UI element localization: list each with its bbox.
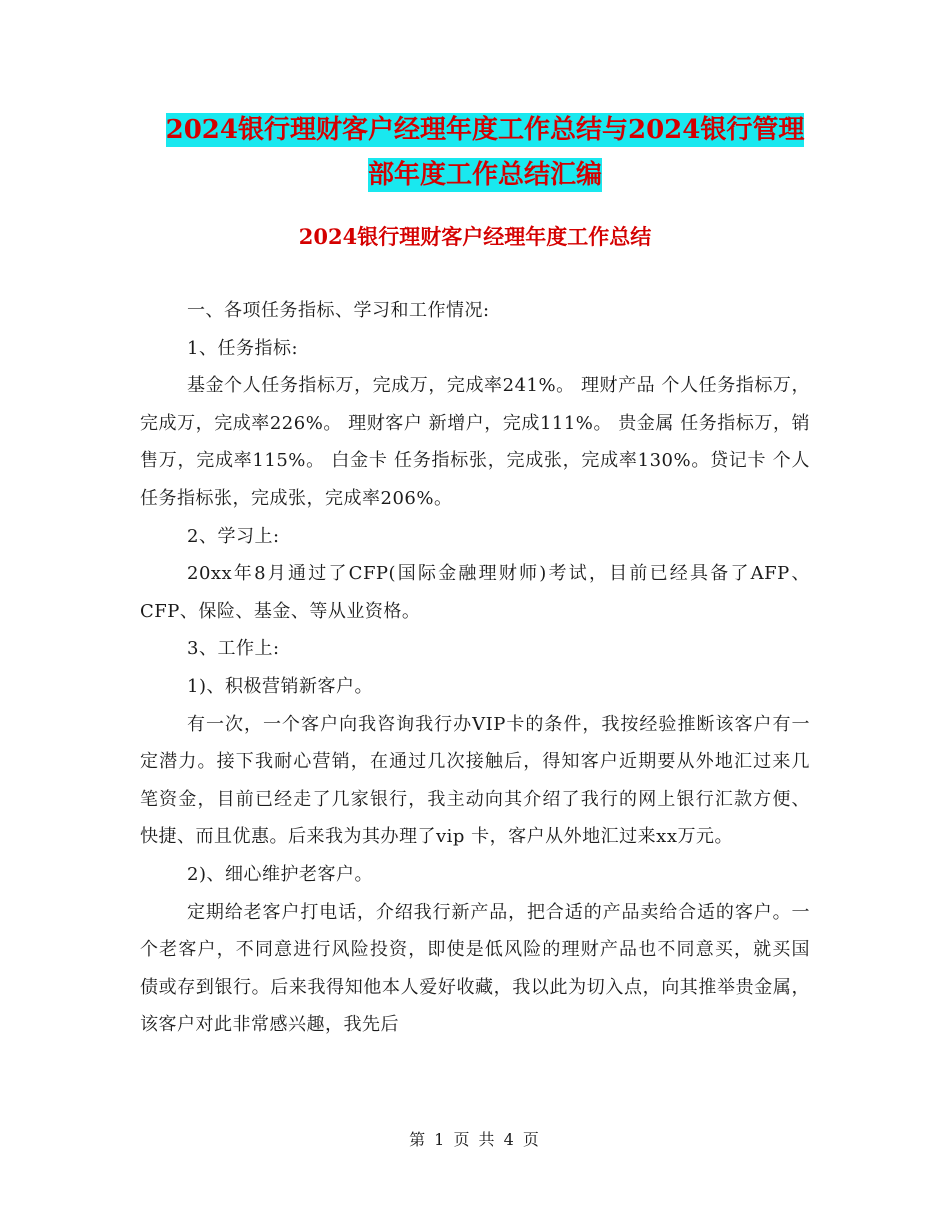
paragraph-subheading-study: 2、学习上: — [187, 525, 280, 547]
paragraph-subheading-new-clients: 1)、积极营销新客户。 — [187, 675, 373, 697]
page-footer: 第 1 页 共 4 页 — [409, 1130, 541, 1149]
section-title: 2024银行理财客户经理年度工作总结 — [298, 224, 652, 249]
document-body — [140, 292, 810, 1044]
paragraph-subheading-tasks: 1、任务指标: — [187, 337, 299, 359]
paragraph-new-clients: 有一次，一个客户向我咨询我行办VIP卡的条件，我按经验推断该客户有一 定潜力。接下我耐心营销，在通过几次接触后，得知客户近期要从外地汇过来几 笔资金，目前已经走了几家银行，我主动向其介绍了我行的网上银行汇款方便、 快捷、而且优惠。后来我为其办理了vip 卡，客户从外地汇过来xx万元。 — [140, 713, 810, 848]
document-title — [140, 108, 830, 198]
title-line-2: 部年度工作总结汇编 — [367, 160, 602, 190]
paragraph-heading-1: 一、各项任务指标、学习和工作情况: — [187, 300, 490, 321]
paragraph-subheading-old-clients: 2)、细心维护老客户。 — [187, 863, 373, 885]
paragraph-subheading-work: 3、工作上: — [187, 638, 280, 660]
paragraph-study: 20xx年8月通过了CFP(国际金融理财师)考试，目前已经具备了AFP、 CFP、保险、基金、等从业资格。 — [140, 563, 810, 622]
paragraph-old-clients: 定期给老客户打电话，介绍我行新产品，把合适的产品卖给合适的客户。一 个老客户，不同意进行风险投资，即使是低风险的理财产品也不同意买，就买国 债或存到银行。后来我得知他本人爱好收藏，我以此为切入点，向其推举贵金属，该客户对此非常感兴趣，我先后 — [140, 901, 810, 1036]
paragraph-task-metrics: 基金个人任务指标万，完成万，完成率241%。 理财产品 个人任务指标万，完成万，完成率226%。 理财客户 新增户，完成111%。 贵金属 任务指标万，销售万，完成率115%。 白金卡 任务指标张，完成张，完成率130%。贷记卡 个人任务指标张，完成张，完成率206%。 — [140, 375, 810, 509]
title-line-1: 2024银行理财客户经理年度工作总结与2024银行管理 — [165, 115, 805, 145]
